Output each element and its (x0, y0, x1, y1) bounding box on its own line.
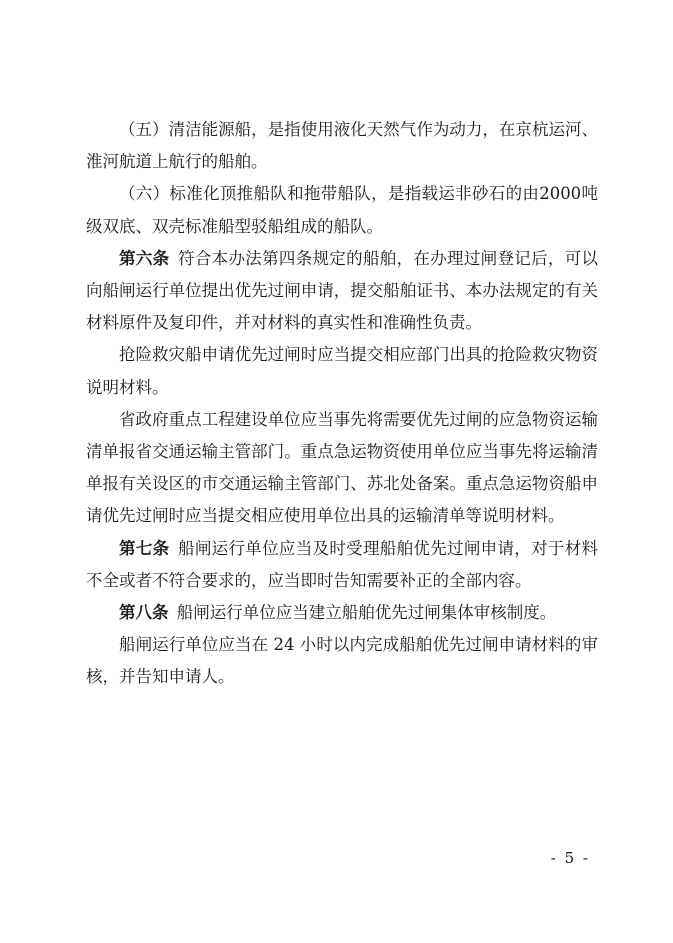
paragraph-text: （六）标准化顶推船队和拖带船队，是指载运非砂石的由2000吨级双底、双壳标准船型驳船组成的船队。 (86, 184, 598, 236)
paragraph-text: 船闸运行单位应当及时受理船舶优先过闸申请，对于材料不全或者不符合要求的，应当即时告知需要补正的全部内容。 (86, 538, 598, 590)
paragraph-article-7 (86, 533, 598, 597)
page-number: - 5 - (550, 849, 590, 867)
article-heading: 第七条 (119, 538, 170, 558)
paragraph-article-8 (86, 597, 598, 629)
article-heading: 第八条 (119, 603, 169, 623)
paragraph-clause-5 (86, 114, 598, 178)
paragraph-text: 船闸运行单位应当建立船舶优先过闸集体审核制度。 (176, 603, 557, 623)
paragraph-article-6 (86, 243, 598, 340)
paragraph-text: 符合本办法第四条规定的船舶，在办理过闸登记后，可以向船闸运行单位提出优先过闸申请，提交船舶证书、本办法规定的有关材料原件及复印件，并对材料的真实性和准确性负责。 (86, 248, 598, 333)
paragraph-text: 省政府重点工程建设单位应当事先将需要优先过闸的应急物资运输清单报省交通运输主管部门。重点急运物资使用单位应当事先将运输清单报有关设区的市交通运输主管部门、苏北处备案。重点急运物资船申请优先过闸时应当提交相应使用单位出具的运输清单等说明材料。 (86, 409, 598, 526)
paragraph-rescue-ships (86, 339, 598, 403)
paragraph-text: 船闸运行单位应当在 24 小时以内完成船舶优先过闸申请材料的审核，并告知申请人。 (86, 635, 598, 687)
body-text (86, 114, 598, 694)
paragraph-clause-6 (86, 178, 598, 242)
paragraph-text: （五）清洁能源船，是指使用液化天然气作为动力，在京杭运河、淮河航道上航行的船舶。 (86, 120, 598, 172)
paragraph-review-time (86, 629, 598, 693)
article-heading: 第六条 (119, 248, 170, 268)
paragraph-key-projects (86, 404, 598, 533)
paragraph-text: 抢险救灾船申请优先过闸时应当提交相应部门出具的抢险救灾物资说明材料。 (86, 345, 598, 397)
